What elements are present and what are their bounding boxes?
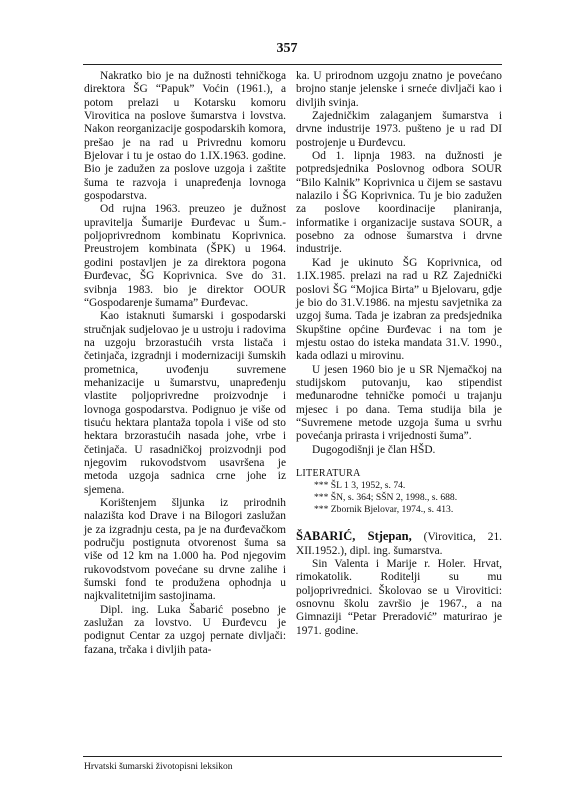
paragraph: Korištenjem šljunka iz prirodnih nalazišta kod Drave i na Bilogori zaslužan je za izgradnju cesta, pa je na đurđevačkom području postignuta otvorenost šuma sa više od 12 km na 1.000 ha. Pod njegovim rukovodstvom povećane su drvne zalihe i šumski fond te produžena ophodnja u najkvalitetnijim sastojinama. bbox=[84, 497, 286, 603]
paragraph: Nakratko bio je na dužnosti tehničkoga direktora ŠG “Papuk” Voćin (1961.), a potom prelazi u Kotarsku komoru Virovitica na poslove šumarstva i lovstva. Nakon reorganizacije gospodarskih komora, prešao je na rad u Privrednu komoru Bjelovar i tu je ostao do 1.IX.1963. godine. Bio je zadužen za poslove uzgoja i zaštite šuma te razvoja i unapređenja lovnoga gospodarstva. bbox=[84, 70, 286, 203]
footer-rule bbox=[83, 756, 502, 757]
entry-name: ŠABARIĆ, Stjepan, bbox=[296, 529, 412, 544]
literature-heading: LITERATURA bbox=[296, 467, 361, 479]
literature-item: *** ŠL 1 3, 1952, s. 74. bbox=[314, 480, 406, 492]
right-column bbox=[296, 70, 502, 638]
literature-item: *** ŠN, s. 364; SŠN 2, 1998., s. 688. bbox=[314, 492, 458, 504]
literature-section bbox=[296, 467, 502, 516]
left-column bbox=[84, 70, 286, 657]
paragraph: Od rujna 1963. preuzeo je dužnost upravitelja Šumarije Đurđevac u Šum.- poljoprivrednom kombinatu Koprivnica. Preustrojem kombinata (ŠPK) u 1964. godini postavljen je za direktora pogona Đurđevac, ŠG Koprivnica. Sve do 31. svibnja 1983. bio je direktor OOUR “Gospodarenje šumama” Đurđevac. bbox=[84, 203, 286, 309]
paragraph: Zajedničkim zalaganjem šumarstva i drvne industrije 1973. pušteno je u rad DI postrojenje u Đurđevcu. bbox=[296, 110, 502, 149]
paragraph: Kad je ukinuto ŠG Koprivnica, od 1.IX.1985. prelazi na rad u RZ Zajednički poslovi ŠG “Mojica Birta” u Bjelovaru, gdje je bio do 31.V.1986. na mjestu savjetnika za uzgoj šuma. Tada je izabran za predsjednika Skupštine općine Đurđevac i na tom je mjestu ostao do isteka mandata 31.V. 1990., kada odlazi u mirovinu. bbox=[296, 256, 502, 363]
entry-header-rest: (Virovitica, 21. XII.1952.), dipl. ing. šumarstva. bbox=[296, 531, 502, 557]
paragraph: Dipl. ing. Luka Šabarić posebno je zaslužan za lovstvo. U Đurđevcu je podignut Centar za uzgoj pernate divljači: fazana, trčaka i divljih pata- bbox=[84, 603, 286, 656]
header-rule bbox=[83, 64, 502, 65]
paragraph: Dugogodišnji je član HŠD. bbox=[312, 443, 436, 456]
entry-text: Sin Valenta i Marije r. Holer. Hrvat, rimokatolik. Roditelji su mu poljoprivrednici. Školovao se u Virovitici: osnovnu školu završio je 1967., a na Gimnaziji “Petar Preradović” maturirao je 1971. godine. bbox=[296, 558, 502, 637]
paragraph: Od 1. lipnja 1983. na dužnosti je potpredsjednika Poslovnog odbora SOUR “Bilo Kalnik” Koprivnica u čijem se sastavu nalazilo i ŠG Koprivnica. Tu je bio zadužen za poslove koordinacije planiranja, informatike i organizacije sustava SOUR, a posebno za odnose šumarstva i drvne industrije. bbox=[296, 150, 502, 256]
literature-item: *** Zbornik Bjelovar, 1974., s. 413. bbox=[314, 504, 454, 516]
paragraph: ka. U prirodnom uzgoju znatno je povećano brojno stanje jelenske i srneće divljači kao i divljih svinja. bbox=[296, 70, 502, 109]
entry-header bbox=[296, 530, 502, 558]
paragraph: Kao istaknuti šumarski i gospodarski stručnjak sudjelovao je u ustroju i radovima na uzgoju brzorastućih vrsta listača i četinjača, izgradnji i modernizaciji šumskih prometnica, uvođenju suvremene mehanizacije u šumarstvu, unapređenju vlastite poljoprivredne proizvodnje i lovnoga gospodarstva. Podignuo je više od tisuću hektara plantaža topola i više od sto hektara brzorastućih nasada johe, vrbe i četinjača. U rasadničkoj proizvodnji pod njegovim rukovodstvom usavršena je metoda uzgoja sadnica crne johe iz sjemena. bbox=[84, 310, 286, 496]
page-number: 357 bbox=[276, 41, 298, 56]
footer-title: Hrvatski šumarski životopisni leksikon bbox=[84, 762, 233, 772]
biography-entry bbox=[296, 530, 502, 638]
paragraph: U jesen 1960 bio je u SR Njemačkoj na studijskom putovanju, kao stipendist međunarodne tehničke pomoći u trajanju mjesec i po dana. Tema studija bila je “Suvremene metode uzgoja šuma u svrhu povećanja prirasta i vrijednosti šuma”. bbox=[296, 363, 502, 443]
